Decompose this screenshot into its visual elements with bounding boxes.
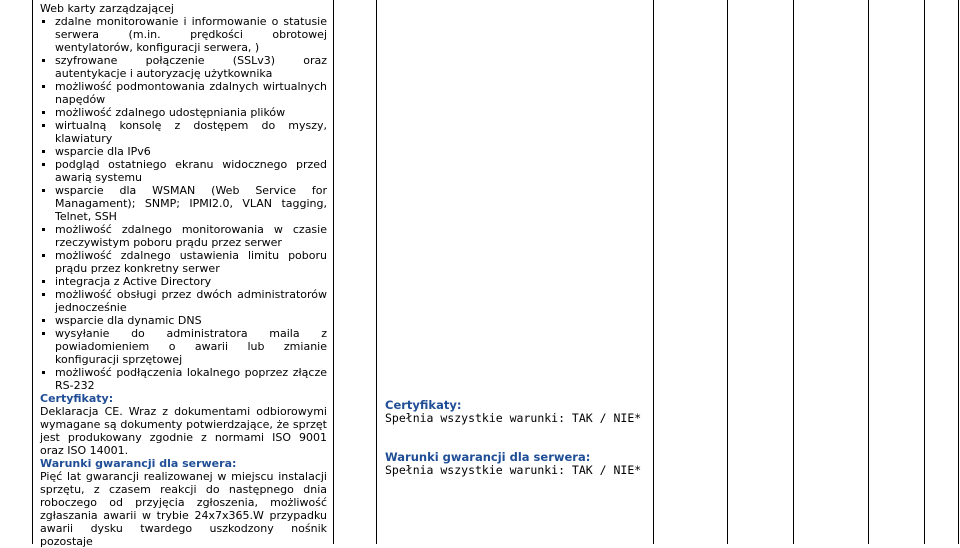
warranty-text: Pięć lat gwarancji realizowanej w miejscu instalacji sprzętu, z czasem reakcji do następnego dnia roboczego od przyjęcia zgłoszenia, możliwość zgłaszania awarii w trybie 24x7x365.W przypadku awarii dysku twardego uszkodzony nośnik pozostaje bbox=[40, 470, 327, 548]
list-item: zdalne monitorowanie i informowanie o statusie serwera (m.in. prędkości obrotowej wentylatorów, konfiguracji serwera, ) bbox=[40, 15, 327, 54]
table-border bbox=[868, 0, 869, 544]
warranty-compliance-value: Spełnia wszystkie warunki: TAK / NIE* bbox=[385, 463, 642, 477]
feature-list bbox=[40, 15, 327, 392]
list-item: możliwość podmontowania zdalnych wirtualnych napędów bbox=[40, 80, 327, 106]
warranty-heading: Warunki gwarancji dla serwera: bbox=[40, 457, 237, 470]
table-border bbox=[653, 0, 654, 544]
list-item: wsparcie dla WSMAN (Web Service for Managament); SNMP; IPMI2.0, VLAN tagging, Telnet, SSH bbox=[40, 184, 327, 223]
certificates-text: Deklaracja CE. Wraz z dokumentami odbiorowymi wymagane są dokumenty potwierdzające, że sprzęt jest produkowany zgodnie z normami ISO 9001 oraz ISO 14001. bbox=[40, 405, 327, 457]
list-item: możliwość zdalnego ustawienia limitu poboru prądu przez konkretny serwer bbox=[40, 249, 327, 275]
intro-text: Web karty zarządzającej bbox=[40, 2, 174, 15]
list-item: szyfrowane połączenie (SSLv3) oraz autentykacje i autoryzację użytkownika bbox=[40, 54, 327, 80]
table-border bbox=[727, 0, 728, 544]
list-item: podgląd ostatniego ekranu widocznego przed awarią systemu bbox=[40, 158, 327, 184]
certificates-heading-answer: Certyfikaty: bbox=[385, 398, 462, 412]
table-border bbox=[376, 0, 377, 544]
list-item: wysyłanie do administratora maila z powiadomieniem o awarii lub zmianie konfiguracji sprzętowej bbox=[40, 327, 327, 366]
table-border bbox=[924, 0, 925, 544]
table-border bbox=[333, 0, 334, 544]
list-item: możliwość zdalnego udostępniania plików bbox=[40, 106, 327, 119]
spec-cell bbox=[40, 2, 327, 548]
list-item: wirtualną konsolę z dostępem do myszy, klawiatury bbox=[40, 119, 327, 145]
list-item: możliwość zdalnego monitorowania w czasie rzeczywistym poboru prądu przez serwer bbox=[40, 223, 327, 249]
list-item: możliwość podłączenia lokalnego poprzez złącze RS-232 bbox=[40, 366, 327, 392]
certificates-compliance-value: Spełnia wszystkie warunki: TAK / NIE* bbox=[385, 411, 642, 425]
table-border-left bbox=[32, 0, 33, 544]
table-border-right bbox=[958, 0, 959, 544]
list-item: wsparcie dla IPv6 bbox=[40, 145, 327, 158]
list-item: integracja z Active Directory bbox=[40, 275, 327, 288]
certificates-heading: Certyfikaty: bbox=[40, 392, 114, 405]
warranty-heading-answer: Warunki gwarancji dla serwera: bbox=[385, 450, 591, 464]
compliance-cell bbox=[385, 399, 645, 477]
list-item: możliwość obsługi przez dwóch administratorów jednocześnie bbox=[40, 288, 327, 314]
table-border bbox=[793, 0, 794, 544]
list-item: wsparcie dla dynamic DNS bbox=[40, 314, 327, 327]
